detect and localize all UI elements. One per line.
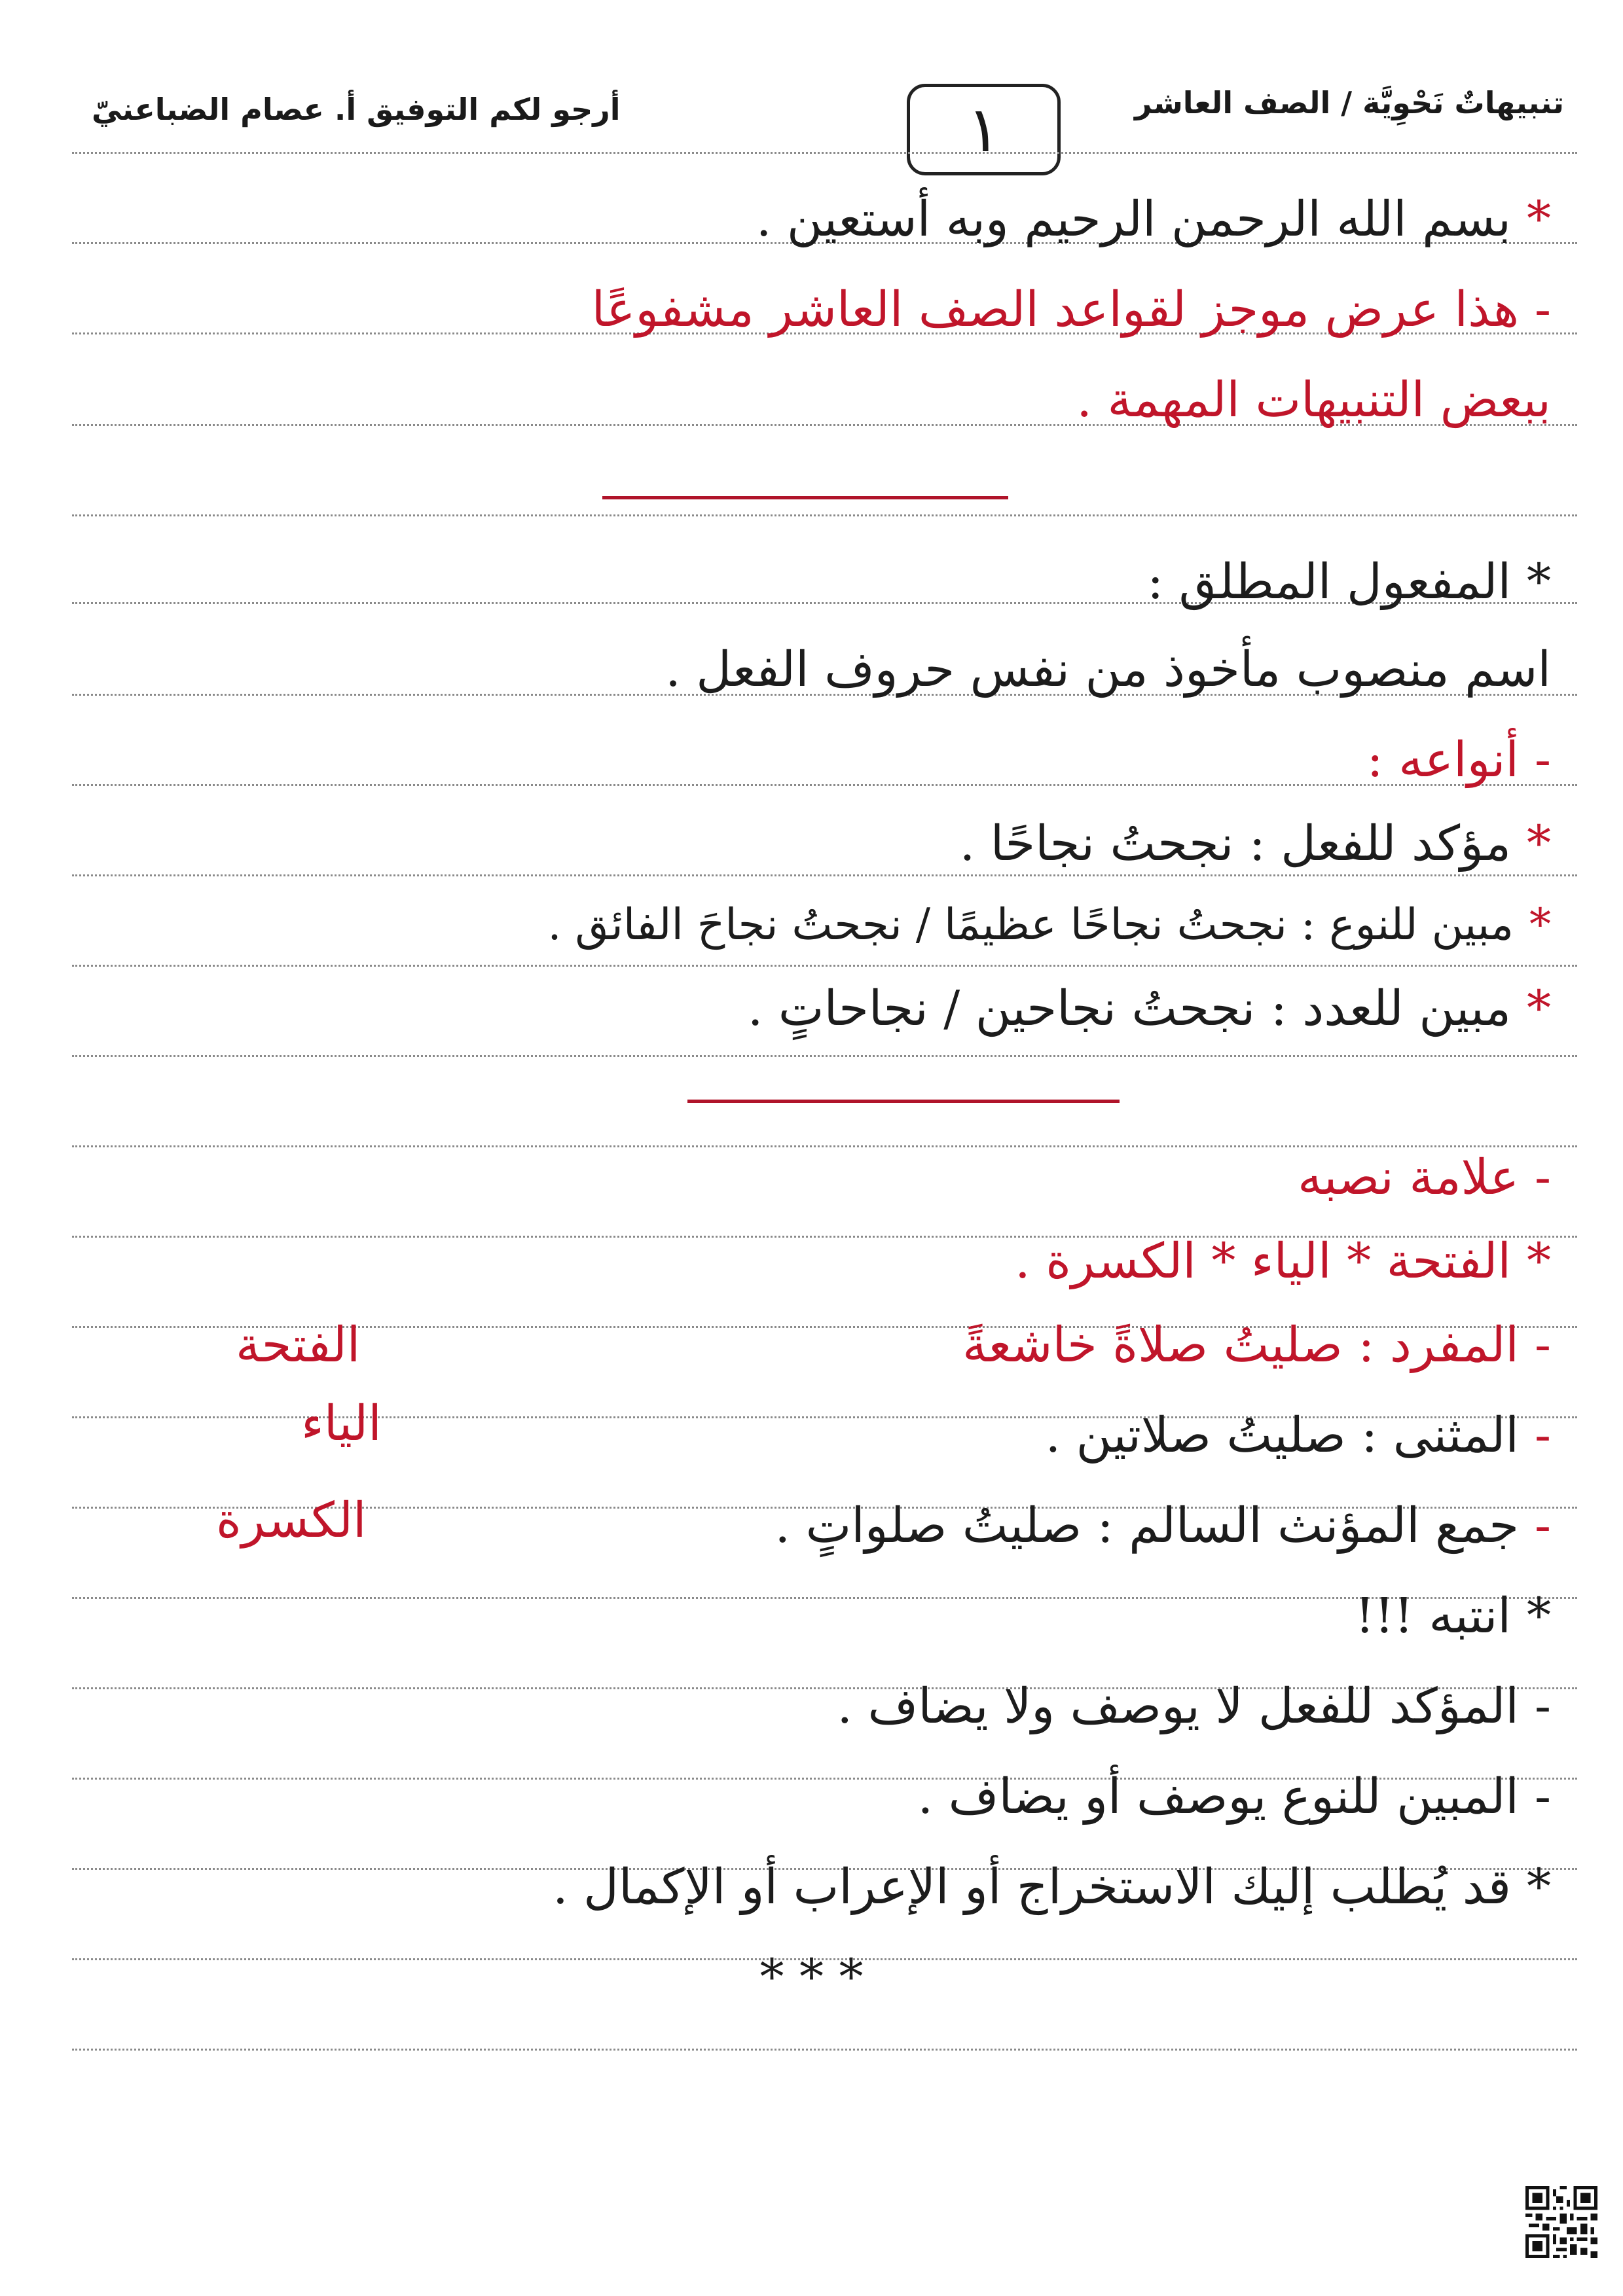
note-line-signs-list bbox=[79, 1225, 1551, 1297]
header-title: تنبيهاتٌ نَحْوِيَّة / الصف العاشر bbox=[1134, 85, 1564, 120]
note-text: مؤكد للفعل : نجحتُ نجاحًا . bbox=[959, 816, 1511, 872]
answer-yaa: الياء bbox=[301, 1395, 382, 1452]
note-text: المبين للنوع يوصف أو يضاف . bbox=[917, 1768, 1519, 1825]
note-line-type-1 bbox=[79, 808, 1551, 880]
separator-line bbox=[602, 496, 1008, 499]
bullet-star: * bbox=[1527, 816, 1551, 872]
ruled-line bbox=[72, 514, 1577, 516]
note-text: المفعول المطلق : bbox=[1147, 554, 1511, 610]
note-text: اسم منصوب مأخوذ من نفس حروف الفعل . bbox=[665, 641, 1551, 698]
note-line-intro-cont bbox=[79, 364, 1551, 436]
header-author: أرجو لكم التوفيق أ. عصام الضباعنيّ bbox=[92, 92, 621, 127]
ruled-line bbox=[72, 152, 1577, 154]
bullet-dash: - bbox=[1534, 1678, 1551, 1734]
note-text: قد يُطلب إليك الاستخراج أو الإعراب أو الإكمال . bbox=[553, 1859, 1511, 1915]
note-text: * * * bbox=[759, 1949, 864, 2005]
note-text: جمع المؤنث السالم : صليتُ صلواتٍ . bbox=[775, 1498, 1519, 1554]
note-line-type-2 bbox=[79, 889, 1551, 961]
note-line-muthanna bbox=[79, 1399, 1551, 1471]
bullet-dash: - bbox=[1534, 1149, 1551, 1206]
note-text: أنواعه : bbox=[1366, 732, 1519, 788]
bullet-dash: - bbox=[1534, 732, 1551, 788]
note-text: المؤكد للفعل لا يوصف ولا يضاف . bbox=[837, 1678, 1519, 1734]
qr-code-icon bbox=[1525, 2186, 1597, 2258]
note-line-rule-3 bbox=[79, 1851, 1551, 1923]
note-line-types bbox=[79, 724, 1551, 796]
note-text: هذا عرض موجز لقواعد الصف العاشر مشفوعًا bbox=[591, 281, 1519, 338]
note-line-end-stars bbox=[458, 1941, 1165, 2013]
note-line-rule-1 bbox=[79, 1670, 1551, 1742]
bullet-star: * bbox=[1527, 554, 1551, 610]
bullet-dash: - bbox=[1534, 1768, 1551, 1825]
note-text: المفرد : صليتُ صلاةً خاشعةً bbox=[962, 1317, 1519, 1373]
bullet-dash: - bbox=[1534, 281, 1551, 338]
page-number: ١ bbox=[966, 93, 1001, 166]
ruled-line bbox=[72, 965, 1577, 967]
note-text: انتبه !!! bbox=[1355, 1588, 1511, 1644]
ruled-line bbox=[72, 2049, 1577, 2051]
note-text: بسم الله الرحمن الرحيم وبه أستعين . bbox=[756, 191, 1511, 247]
page-number-box bbox=[907, 84, 1061, 175]
note-line-basmala bbox=[79, 183, 1551, 255]
separator-line bbox=[687, 1100, 1120, 1103]
note-line-definition bbox=[79, 634, 1551, 706]
note-text: علامة نصبه bbox=[1298, 1149, 1519, 1206]
bullet-star: * bbox=[1529, 899, 1551, 950]
note-line-heading bbox=[79, 546, 1551, 618]
bullet-dash: - bbox=[1534, 1317, 1551, 1373]
bullet-star: * bbox=[1527, 1233, 1551, 1289]
bullet-dash: - bbox=[1534, 1407, 1551, 1463]
note-line-attention bbox=[79, 1580, 1551, 1652]
note-text: المثنى : صليتُ صلاتين . bbox=[1045, 1407, 1519, 1463]
ruled-line bbox=[72, 1055, 1577, 1057]
note-text: مبين للنوع : نجحتُ نجاحًا عظيمًا / نجحتُ نجاحَ الفائق . bbox=[547, 899, 1514, 950]
note-line-rule-2 bbox=[79, 1761, 1551, 1833]
note-line-type-3 bbox=[79, 973, 1551, 1045]
bullet-star: * bbox=[1527, 980, 1551, 1037]
bullet-star: * bbox=[1527, 1859, 1551, 1915]
answer-fatha: الفتحة bbox=[236, 1317, 361, 1373]
note-text: الفتحة * الياء * الكسرة . bbox=[1015, 1233, 1511, 1289]
note-line-sign bbox=[79, 1141, 1551, 1213]
bullet-star: * bbox=[1527, 191, 1551, 247]
note-line-intro bbox=[79, 274, 1551, 346]
answer-kasra: الكسرة bbox=[216, 1492, 367, 1549]
note-text: ببعض التنبيهات المهمة . bbox=[1076, 372, 1551, 428]
bullet-dash: - bbox=[1534, 1498, 1551, 1554]
bullet-star: * bbox=[1527, 1588, 1551, 1644]
note-text: مبين للعدد : نجحتُ نجاحين / نجاحاتٍ . bbox=[747, 980, 1511, 1037]
page-header bbox=[92, 65, 1564, 166]
